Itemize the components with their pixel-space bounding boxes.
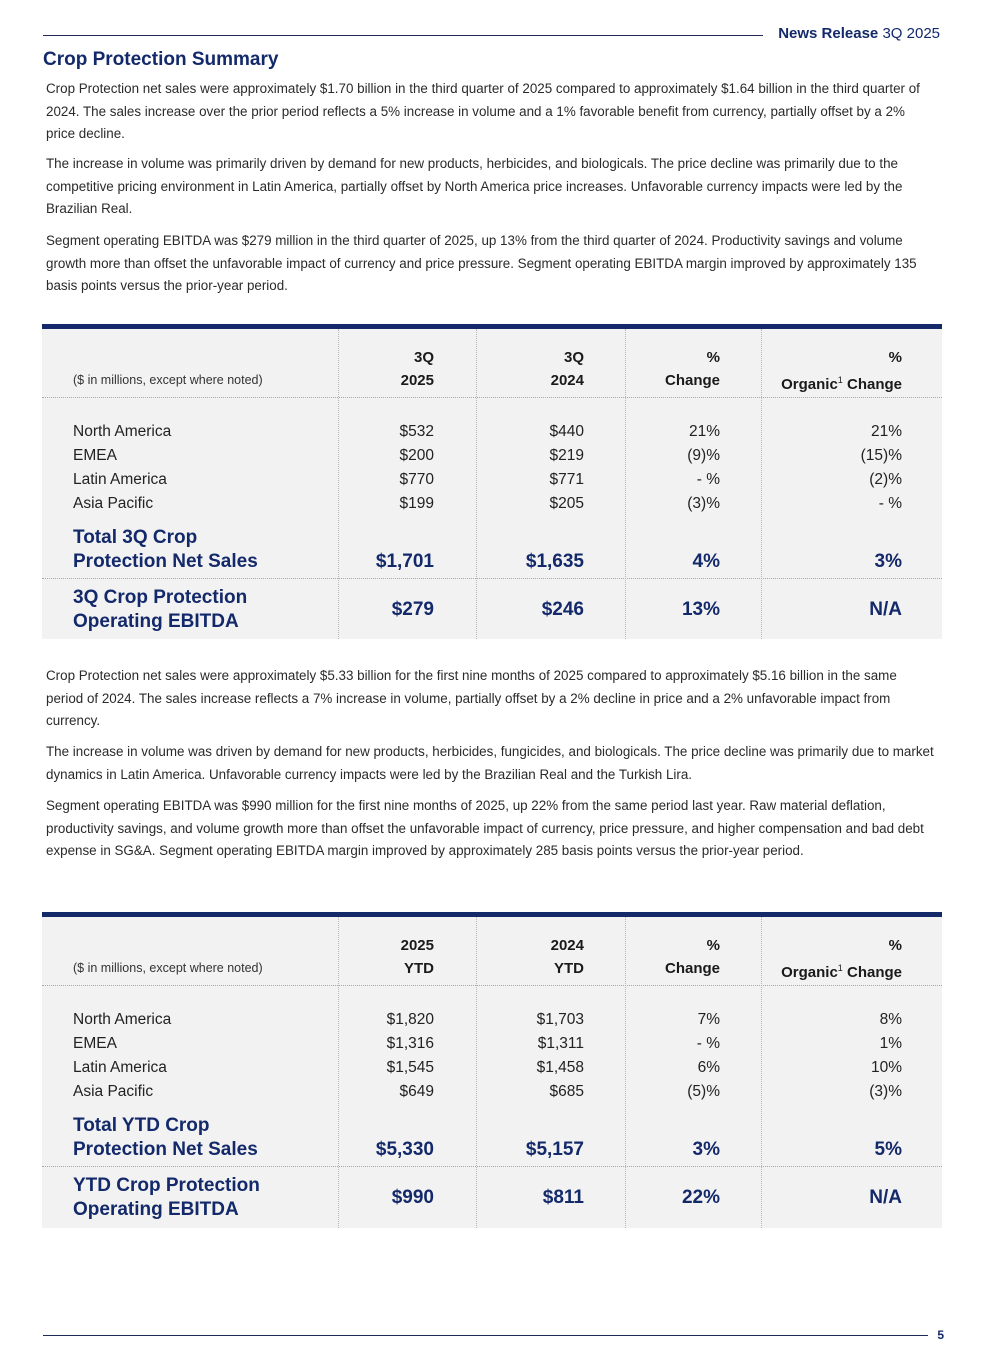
row-value: $1,545 [386, 1059, 434, 1076]
row-value: (5)% [687, 1083, 720, 1100]
row-value: $1,311 [537, 1035, 584, 1052]
label-line: Operating EBITDA [73, 1199, 239, 1220]
unit-note: ($ in millions, except where noted) [73, 373, 263, 387]
row-label: Asia Pacific [73, 1083, 154, 1100]
row-value: $1,820 [386, 1011, 434, 1028]
ytd-sales-table [42, 912, 942, 1228]
col-header-pct-change [665, 934, 720, 980]
row-value: $219 [549, 447, 584, 464]
row-label: Latin America [73, 471, 167, 488]
label-line: YTD Crop Protection [73, 1175, 260, 1196]
ebitda-row [42, 1174, 942, 1222]
total-value: $5,157 [525, 1139, 584, 1160]
label-line: Protection Net Sales [73, 551, 258, 572]
col-header-line: Change [664, 960, 720, 977]
row-divider [42, 985, 942, 986]
total-row-label [73, 526, 258, 574]
table-row [42, 468, 942, 492]
col-header-line: % [888, 937, 902, 954]
col-header-organic-change [781, 934, 902, 984]
table-row [42, 1056, 942, 1080]
unit-note: ($ in millions, except where noted) [73, 961, 263, 975]
footnote-marker: 1 [837, 963, 843, 973]
col-header-line: Change [842, 964, 902, 981]
ebitda-value: $246 [541, 599, 584, 620]
col-header-2025-ytd [401, 934, 434, 980]
col-header-organic-change [781, 346, 902, 396]
col-header-line: Organic [781, 376, 838, 393]
ytd-paragraph-2: The increase in volume was driven by demand for new products, herbicides, fungicides, and biologicals. The price decline was primarily due to market dynamics in Latin America. Unfavorable currency impacts were led by the Brazilian Real and the Turkish Lira. [46, 744, 934, 782]
ebitda-value: $990 [391, 1187, 434, 1208]
section-title: Crop Protection Summary [43, 49, 279, 70]
q3-paragraph-3: Segment operating EBITDA was $279 million in the third quarter of 2025, up 13% from the third quarter of 2024. Productivity savings and volume growth more than offset the unfavorable impact of currency and price pressure. Segment operating EBITDA margin improved by approximately 135 basis points versus the prior-year period. [46, 233, 917, 293]
row-value: (3)% [687, 495, 720, 512]
row-value: 7% [697, 1011, 720, 1028]
ebitda-row [42, 586, 942, 634]
total-value: $1,701 [375, 551, 434, 572]
ebitda-value: $279 [391, 599, 434, 620]
total-net-sales-row [42, 1114, 942, 1162]
table-row [42, 444, 942, 468]
col-header-2024-ytd [551, 934, 584, 980]
total-row-label [73, 1114, 258, 1162]
row-value: (2)% [869, 471, 902, 488]
label-line: Operating EBITDA [73, 611, 239, 632]
row-label: North America [73, 1011, 172, 1028]
row-label: EMEA [73, 447, 117, 464]
row-value: $770 [399, 471, 434, 488]
row-label: EMEA [73, 1035, 117, 1052]
col-header-pct-change [665, 346, 720, 392]
ebitda-value: 22% [681, 1187, 720, 1208]
col-header-line: YTD [554, 960, 584, 977]
col-header-line: % [706, 937, 720, 954]
row-value: $649 [399, 1083, 434, 1100]
col-header-line: YTD [404, 960, 434, 977]
row-value: 8% [879, 1011, 902, 1028]
row-value: - % [696, 1035, 720, 1052]
q3-sales-table [42, 324, 942, 639]
table-header-row [42, 917, 942, 985]
row-value: $205 [549, 495, 584, 512]
ebitda-value: 13% [681, 599, 720, 620]
col-header-line: 3Q [563, 349, 584, 366]
row-value: - % [696, 471, 720, 488]
total-value: $1,635 [525, 551, 584, 572]
row-value: 10% [870, 1059, 902, 1076]
row-value: $199 [399, 495, 434, 512]
row-value: $771 [549, 471, 584, 488]
table-row [42, 1032, 942, 1056]
row-value: 21% [870, 423, 902, 440]
region-rows [42, 1008, 942, 1104]
ebitda-value: $811 [542, 1187, 584, 1208]
row-value: (15)% [860, 447, 902, 464]
ebitda-row-label [73, 586, 247, 634]
col-header-3q-2024 [551, 346, 584, 392]
row-divider [42, 397, 942, 398]
table-header-row [42, 329, 942, 397]
label-line: Total YTD Crop [73, 1115, 210, 1136]
total-net-sales-row [42, 526, 942, 574]
total-value: 5% [874, 1139, 902, 1160]
col-header-line: Organic [781, 964, 838, 981]
header-rule [43, 35, 763, 36]
q3-paragraph-1: Crop Protection net sales were approximately $1.70 billion in the third quarter of 2025 compared to approximately $1.64 billion in the third quarter of 2024. The sales increase over the prior period reflects a 5% increase in volume and a 1% favorable benefit from currency, partially offset by a 2% price decline. [46, 81, 920, 141]
row-value: - % [878, 495, 902, 512]
table-row [42, 492, 942, 516]
col-header-line: 2025 [400, 937, 434, 954]
total-value: 3% [692, 1139, 720, 1160]
label-line: 3Q Crop Protection [73, 587, 248, 608]
row-value: $1,316 [386, 1035, 434, 1052]
col-header-line: Change [664, 372, 720, 389]
table-row [42, 1008, 942, 1032]
total-value: $5,330 [375, 1139, 434, 1160]
table-row [42, 420, 942, 444]
row-label: Asia Pacific [73, 495, 154, 512]
col-header-line: 3Q [413, 349, 434, 366]
row-value: $1,458 [536, 1059, 584, 1076]
label-line: Total 3Q Crop [73, 527, 198, 548]
col-header-line: 2024 [550, 372, 584, 389]
table-row [42, 1080, 942, 1104]
row-value: $532 [399, 423, 434, 440]
row-value: $440 [549, 423, 584, 440]
header-label [778, 25, 940, 42]
ytd-paragraph-1: Crop Protection net sales were approximately $5.33 billion for the first nine months of 2025 compared to approximately $5.16 billion in the same period of 2024. The sales increase reflects a 7% increase in volume, partially offset by a 2% decline in price and a 2% unfavorable impact from currency. [46, 668, 897, 728]
news-release-label: News Release [778, 25, 879, 42]
row-value: (3)% [869, 1083, 902, 1100]
ebitda-row-label [73, 1174, 260, 1222]
total-value: 3% [874, 551, 902, 572]
row-value: (9)% [687, 447, 720, 464]
row-value: 21% [688, 423, 720, 440]
row-value: 1% [879, 1035, 902, 1052]
q3-paragraph-2: The increase in volume was primarily driven by demand for new products, herbicides, and biologicals. The price decline was primarily due to the competitive pricing environment in Latin America, partially offset by North America price increases. Unfavorable currency impacts were led by the Brazilian Real. [46, 156, 903, 216]
col-header-line: % [888, 349, 902, 366]
row-divider [42, 1166, 942, 1167]
footnote-marker: 1 [837, 375, 843, 385]
period-label: 3Q 2025 [882, 25, 940, 42]
label-line: Protection Net Sales [73, 1139, 258, 1160]
page-number: 5 [937, 1328, 944, 1342]
row-label: North America [73, 423, 172, 440]
col-header-line: 2024 [550, 937, 584, 954]
row-value: $1,703 [536, 1011, 584, 1028]
row-value: $200 [399, 447, 434, 464]
footer-rule [43, 1335, 928, 1336]
ebitda-value: N/A [869, 1187, 902, 1208]
ebitda-value: N/A [869, 599, 902, 620]
col-header-3q-2025 [401, 346, 434, 392]
row-divider [42, 578, 942, 579]
row-value: 6% [697, 1059, 720, 1076]
row-label: Latin America [73, 1059, 167, 1076]
col-header-line: % [706, 349, 720, 366]
col-header-line: Change [842, 376, 902, 393]
region-rows [42, 420, 942, 516]
col-header-line: 2025 [400, 372, 434, 389]
total-value: 4% [692, 551, 720, 572]
row-value: $685 [549, 1083, 584, 1100]
ytd-paragraph-3: Segment operating EBITDA was $990 million for the first nine months of 2025, up 22% from the same period last year. Raw material deflation, productivity savings, and volume growth more than offset the unfavorable impact of currency, price pressure, and higher compensation and bad debt expense in SG&A. Segment operating EBITDA margin improved by approximately 285 basis points versus the prior-year period. [46, 798, 924, 858]
